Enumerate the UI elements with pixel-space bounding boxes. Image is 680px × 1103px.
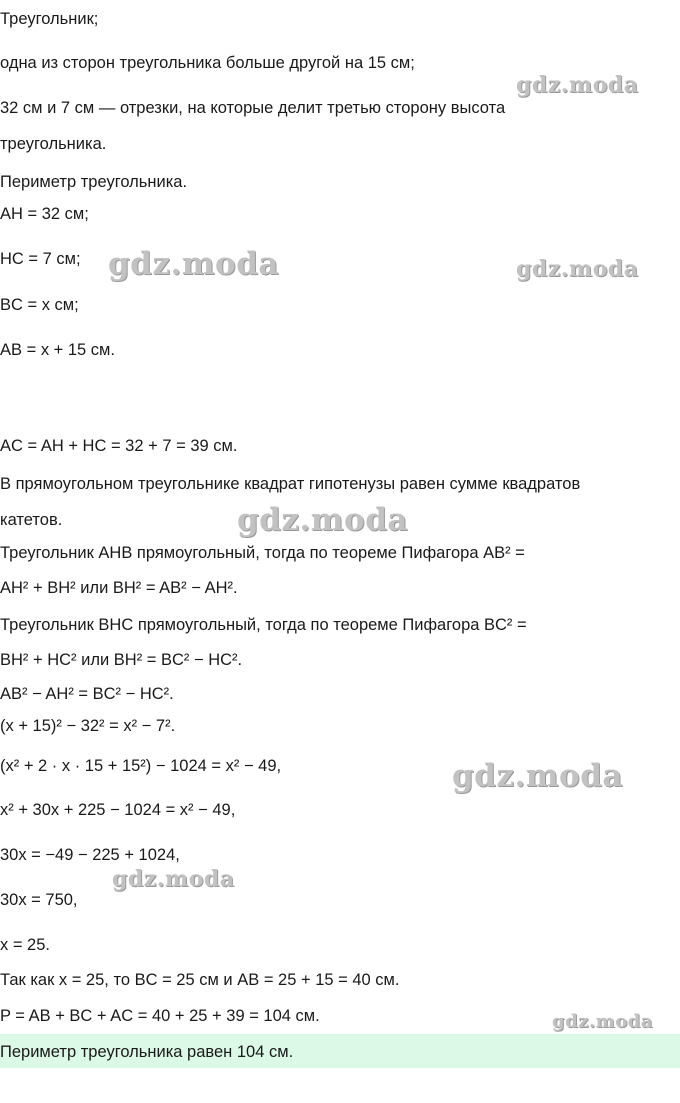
watermark-logo: gdz.moda: [452, 758, 623, 794]
line-triangle-ahb: Треугольник AHB прямоугольный, тогда по теореме Пифагора AB² =: [0, 544, 525, 562]
line-perimeter-calc: P = AB + BC + AC = 40 + 25 + 39 = 104 см.: [0, 1007, 320, 1025]
watermark-logo: gdz.moda: [112, 866, 235, 892]
line-ah: AH = 32 см;: [0, 205, 89, 223]
line-ab: AB = x + 15 см.: [0, 341, 115, 359]
line-equation-3: (x² + 2 · x · 15 + 15²) − 1024 = x² − 49,: [0, 757, 282, 775]
line-equation-4: x² + 30x + 225 − 1024 = x² − 49,: [0, 801, 236, 819]
line-given-segments-cont: треугольника.: [0, 135, 107, 153]
watermark-logo: gdz.moda: [516, 72, 639, 98]
watermark-logo: gdz.moda: [108, 246, 279, 282]
line-hc: HC = 7 см;: [0, 250, 81, 268]
line-answer: Периметр треугольника равен 104 см.: [0, 1043, 294, 1061]
line-bhc-formula: BH² + HC² или BH² = BC² − HC².: [0, 651, 243, 669]
line-pythagoras-rule-cont: катетов.: [0, 511, 63, 529]
line-equation-5: 30x = −49 − 225 + 1024,: [0, 846, 180, 864]
line-given-triangle: Треугольник;: [0, 10, 99, 28]
line-equation-7: x = 25.: [0, 936, 50, 954]
watermark-logo: gdz.moda: [237, 502, 408, 538]
line-equation-2: (x + 15)² − 32² = x² − 7².: [0, 717, 176, 735]
line-find-perimeter: Периметр треугольника.: [0, 173, 188, 191]
line-pythagoras-rule: В прямоугольном треугольнике квадрат гипотенузы равен сумме квадратов: [0, 475, 581, 493]
line-sides-result: Так как x = 25, то BC = 25 см и AB = 25 + 15 = 40 см.: [0, 971, 400, 989]
watermark-logo: gdz.moda: [552, 1011, 653, 1032]
watermark-logo: gdz.moda: [516, 256, 639, 282]
line-ac: AC = AH + HC = 32 + 7 = 39 см.: [0, 437, 238, 455]
line-given-segments: 32 см и 7 см — отрезки, на которые делит третью сторону высота: [0, 99, 506, 117]
line-equation-6: 30x = 750,: [0, 891, 78, 909]
line-triangle-bhc: Треугольник BHC прямоугольный, тогда по теореме Пифагора BC² =: [0, 616, 527, 634]
line-ahb-formula: AH² + BH² или BH² = AB² − AH².: [0, 579, 238, 597]
line-given-sides-diff: одна из сторон треугольника больше другой на 15 см;: [0, 54, 415, 72]
line-bc: BC = x см;: [0, 296, 79, 314]
line-equation-1: AB² − AH² = BC² − HC².: [0, 685, 174, 703]
